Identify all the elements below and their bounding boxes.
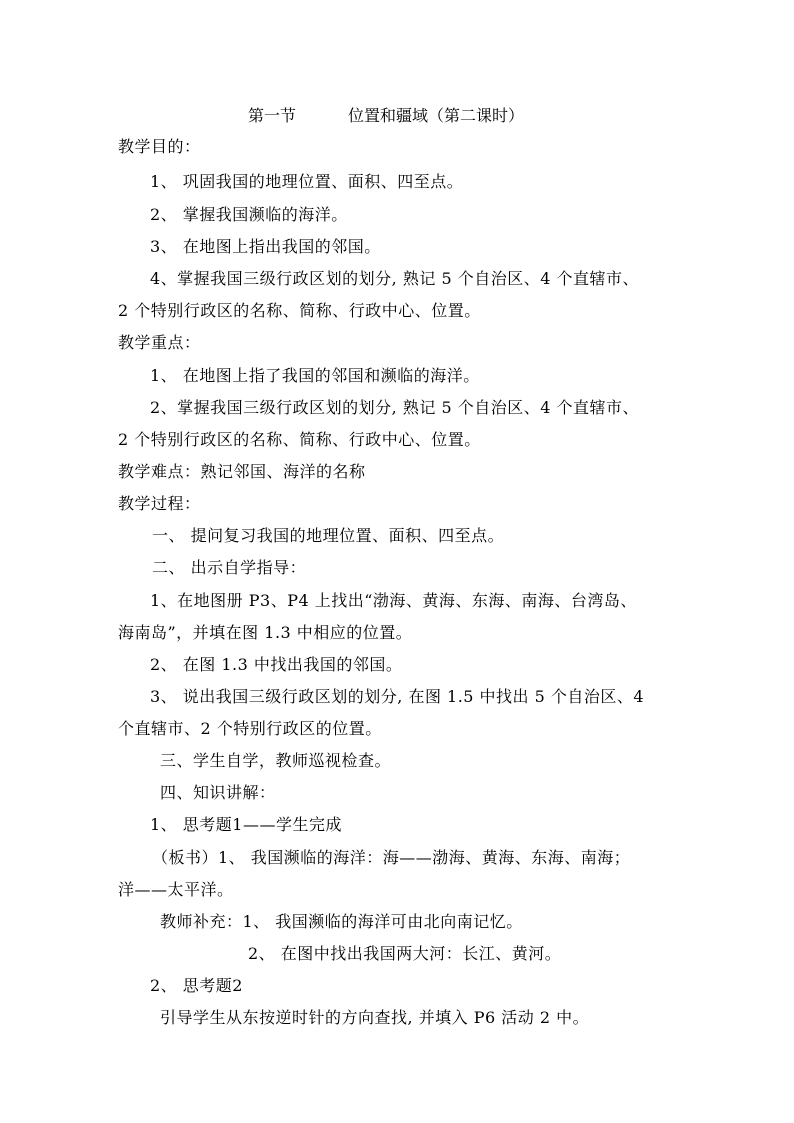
board-note: （板书）1、 我国濒临的海洋：海——渤海、黄海、东海、南海； [152, 848, 631, 867]
heading-difficulty: 教学难点：熟记邻国、海洋的名称 [118, 462, 366, 481]
lesson-title [248, 106, 524, 126]
objective-3: 3、 在地图上指出我国的邻国。 [150, 237, 381, 256]
question-2: 2、 思考题2 [150, 976, 243, 995]
key-point-2-cont: 2 个特别行政区的名称、简称、行政中心、位置。 [118, 430, 481, 449]
objective-4: 4、掌握我国三级行政区划的划分, 熟记 5 个自治区、4 个直辖市、 [150, 269, 639, 288]
guide-2: 2、 在图 1.3 中找出我国的邻国。 [150, 655, 403, 674]
guide-1: 1、在地图册 P3、P4 上找出“渤海、黄海、东海、南海、台湾岛、 [150, 591, 637, 610]
board-note-cont: 洋——太平洋。 [118, 880, 234, 899]
teacher-supplement: 教师补充：1、 我国濒临的海洋可由北向南记忆。 [160, 912, 523, 931]
section-number: 第一节 [248, 106, 297, 125]
key-point-2: 2、掌握我国三级行政区划的划分, 熟记 5 个自治区、4 个直辖市、 [150, 398, 639, 417]
objective-2: 2、 掌握我国濒临的海洋。 [150, 205, 348, 224]
key-point-1: 1、 在地图上指了我国的邻国和濒临的海洋。 [150, 366, 480, 385]
objective-4-cont: 2 个特别行政区的名称、简称、行政中心、位置。 [118, 301, 481, 320]
guide-1-cont: 海南岛”，并填在图 1.3 中相应的位置。 [118, 623, 413, 642]
process-step-1: 一、 提问复习我国的地理位置、面积、四至点。 [152, 526, 505, 545]
guide-3-cont: 个直辖市、2 个特别行政区的位置。 [118, 719, 382, 738]
objective-1: 1、 巩固我国的地理位置、面积、四至点。 [150, 172, 464, 191]
process-step-2: 二、 出示自学指导： [152, 558, 307, 577]
section-topic: 位置和疆域（第二课时） [348, 106, 525, 125]
heading-process: 教学过程： [118, 494, 201, 513]
question-1: 1、 思考题1——学生完成 [150, 815, 342, 834]
heading-key-points: 教学重点： [118, 333, 201, 352]
heading-objectives: 教学目的： [118, 137, 201, 156]
process-step-3: 三、学生自学，教师巡视检查。 [160, 751, 392, 770]
teacher-supplement-2: 2、 在图中找出我国两大河：长江、黄河。 [248, 944, 562, 963]
question-2-guide: 引导学生从东按逆时针的方向查找, 并填入 P6 活动 2 中。 [160, 1008, 590, 1027]
process-step-4: 四、知识讲解： [160, 783, 276, 802]
guide-3: 3、 说出我国三级行政区划的划分, 在图 1.5 中找出 5 个自治区、4 [150, 687, 645, 706]
